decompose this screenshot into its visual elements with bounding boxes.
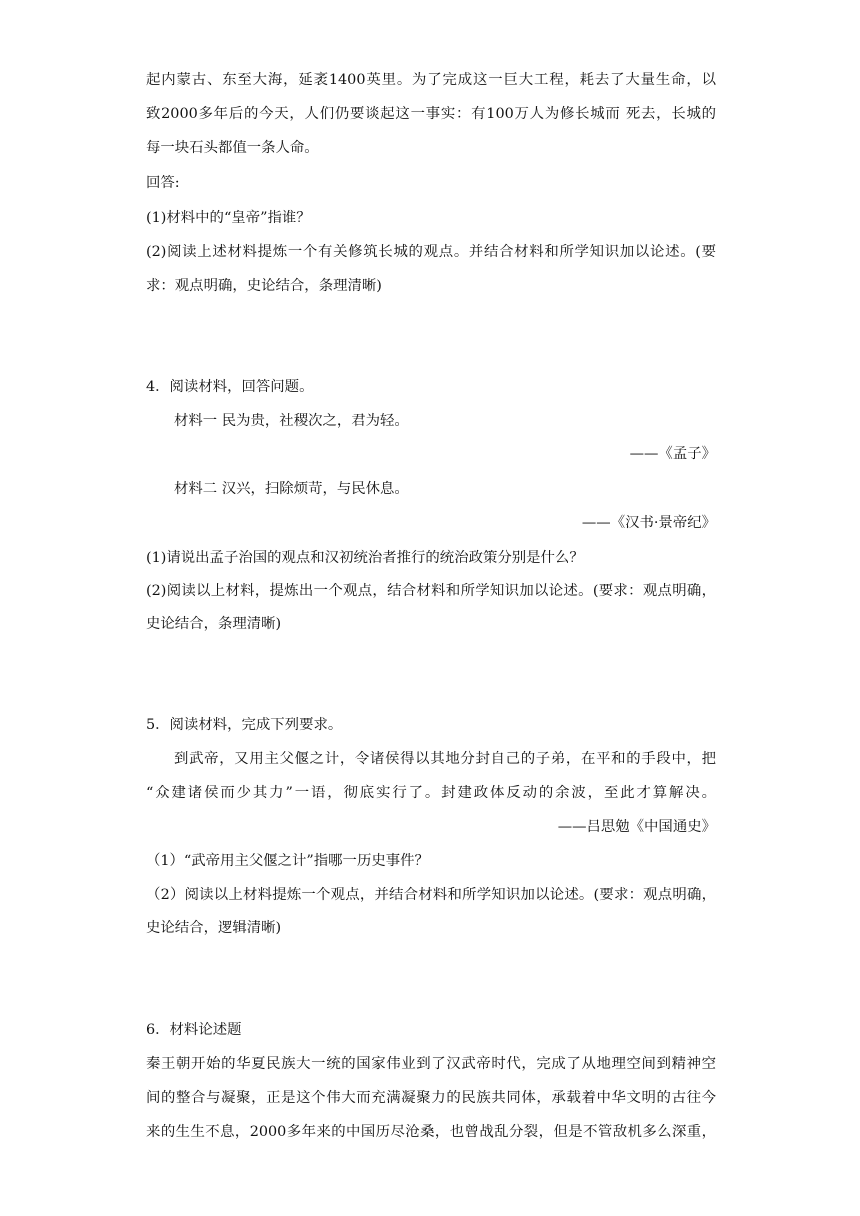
q4-title: 4．阅读材料，回答问题。: [146, 379, 314, 395]
q3-question-2: (2)阅读上述材料提炼一个有关修筑长城的观点。并结合材料和所学知识加以论述。(要: [146, 244, 716, 260]
q5-source: ——吕思勉《中国通史》: [557, 819, 716, 835]
q5-question-2-cont: 史论结合，逻辑清晰): [146, 920, 282, 936]
q5-question-2: （2）阅读以上材料提炼一个观点，并结合材料和所学知识加以论述。(要求：观点明确，: [146, 887, 716, 903]
q6-title: 6．材料论述题: [146, 1022, 242, 1038]
q3-question-2-cont: 求：观点明确，史论结合，条理清晰): [146, 278, 382, 294]
q5-material-line-1: 到武帝，又用主父偃之计，令诸侯得以其地分封自己的子弟，在平和的手段中，把: [174, 751, 716, 767]
q5-material-line-2: “众建诸侯而少其力”一语，彻底实行了。封建政体反动的余波，至此才算解决。: [146, 785, 716, 801]
q6-material-line-3: 来的生生不息，2000多年来的中国历尽沧桑，也曾战乱分裂，但是不管敌机多么深重，: [146, 1124, 716, 1140]
q3-answer-label: 回答:: [146, 175, 180, 191]
q3-material-line-1: 起内蒙古、东至大海，延袤1400英里。为了完成这一巨大工程，耗去了大量生命，以: [146, 72, 716, 88]
q3-material-line-3: 每一块石头都值一条人命。: [146, 140, 319, 156]
q6-material-line-2: 间的整合与凝聚，正是这个伟大而充满凝聚力的民族共同体，承载着中华文明的古往今: [146, 1090, 716, 1106]
q3-material-line-2: 致2000多年后的今天，人们仍要谈起这一事实：有100万人为修长城而 死去，长城的: [146, 106, 716, 122]
q4-material-1: 材料一 民为贵，社稷次之，君为轻。: [174, 413, 409, 429]
q4-question-1: (1)请说出孟子治国的观点和汉初统治者推行的统治政策分别是什么？: [146, 550, 584, 566]
q4-source-2: ——《汉书·景帝纪》: [581, 515, 716, 531]
q4-question-2: (2)阅读以上材料，提炼出一个观点，结合材料和所学知识加以论述。(要求：观点明确，: [146, 583, 716, 599]
q5-question-1: （1）“武帝用主父偃之计”指哪一历史事件？: [146, 853, 429, 869]
q6-material-line-1: 秦王朝开始的华夏民族大一统的国家伟业到了汉武帝时代，完成了从地理空间到精神空: [146, 1056, 716, 1072]
q4-question-2-cont: 史论结合，条理清晰): [146, 616, 282, 632]
q3-question-1: (1)材料中的“皇帝”指谁？: [146, 210, 311, 226]
q4-material-2: 材料二 汉兴，扫除烦苛，与民休息。: [174, 481, 409, 497]
q4-source-1: ——《孟子》: [629, 446, 716, 462]
q5-title: 5．阅读材料，完成下列要求。: [146, 717, 343, 733]
